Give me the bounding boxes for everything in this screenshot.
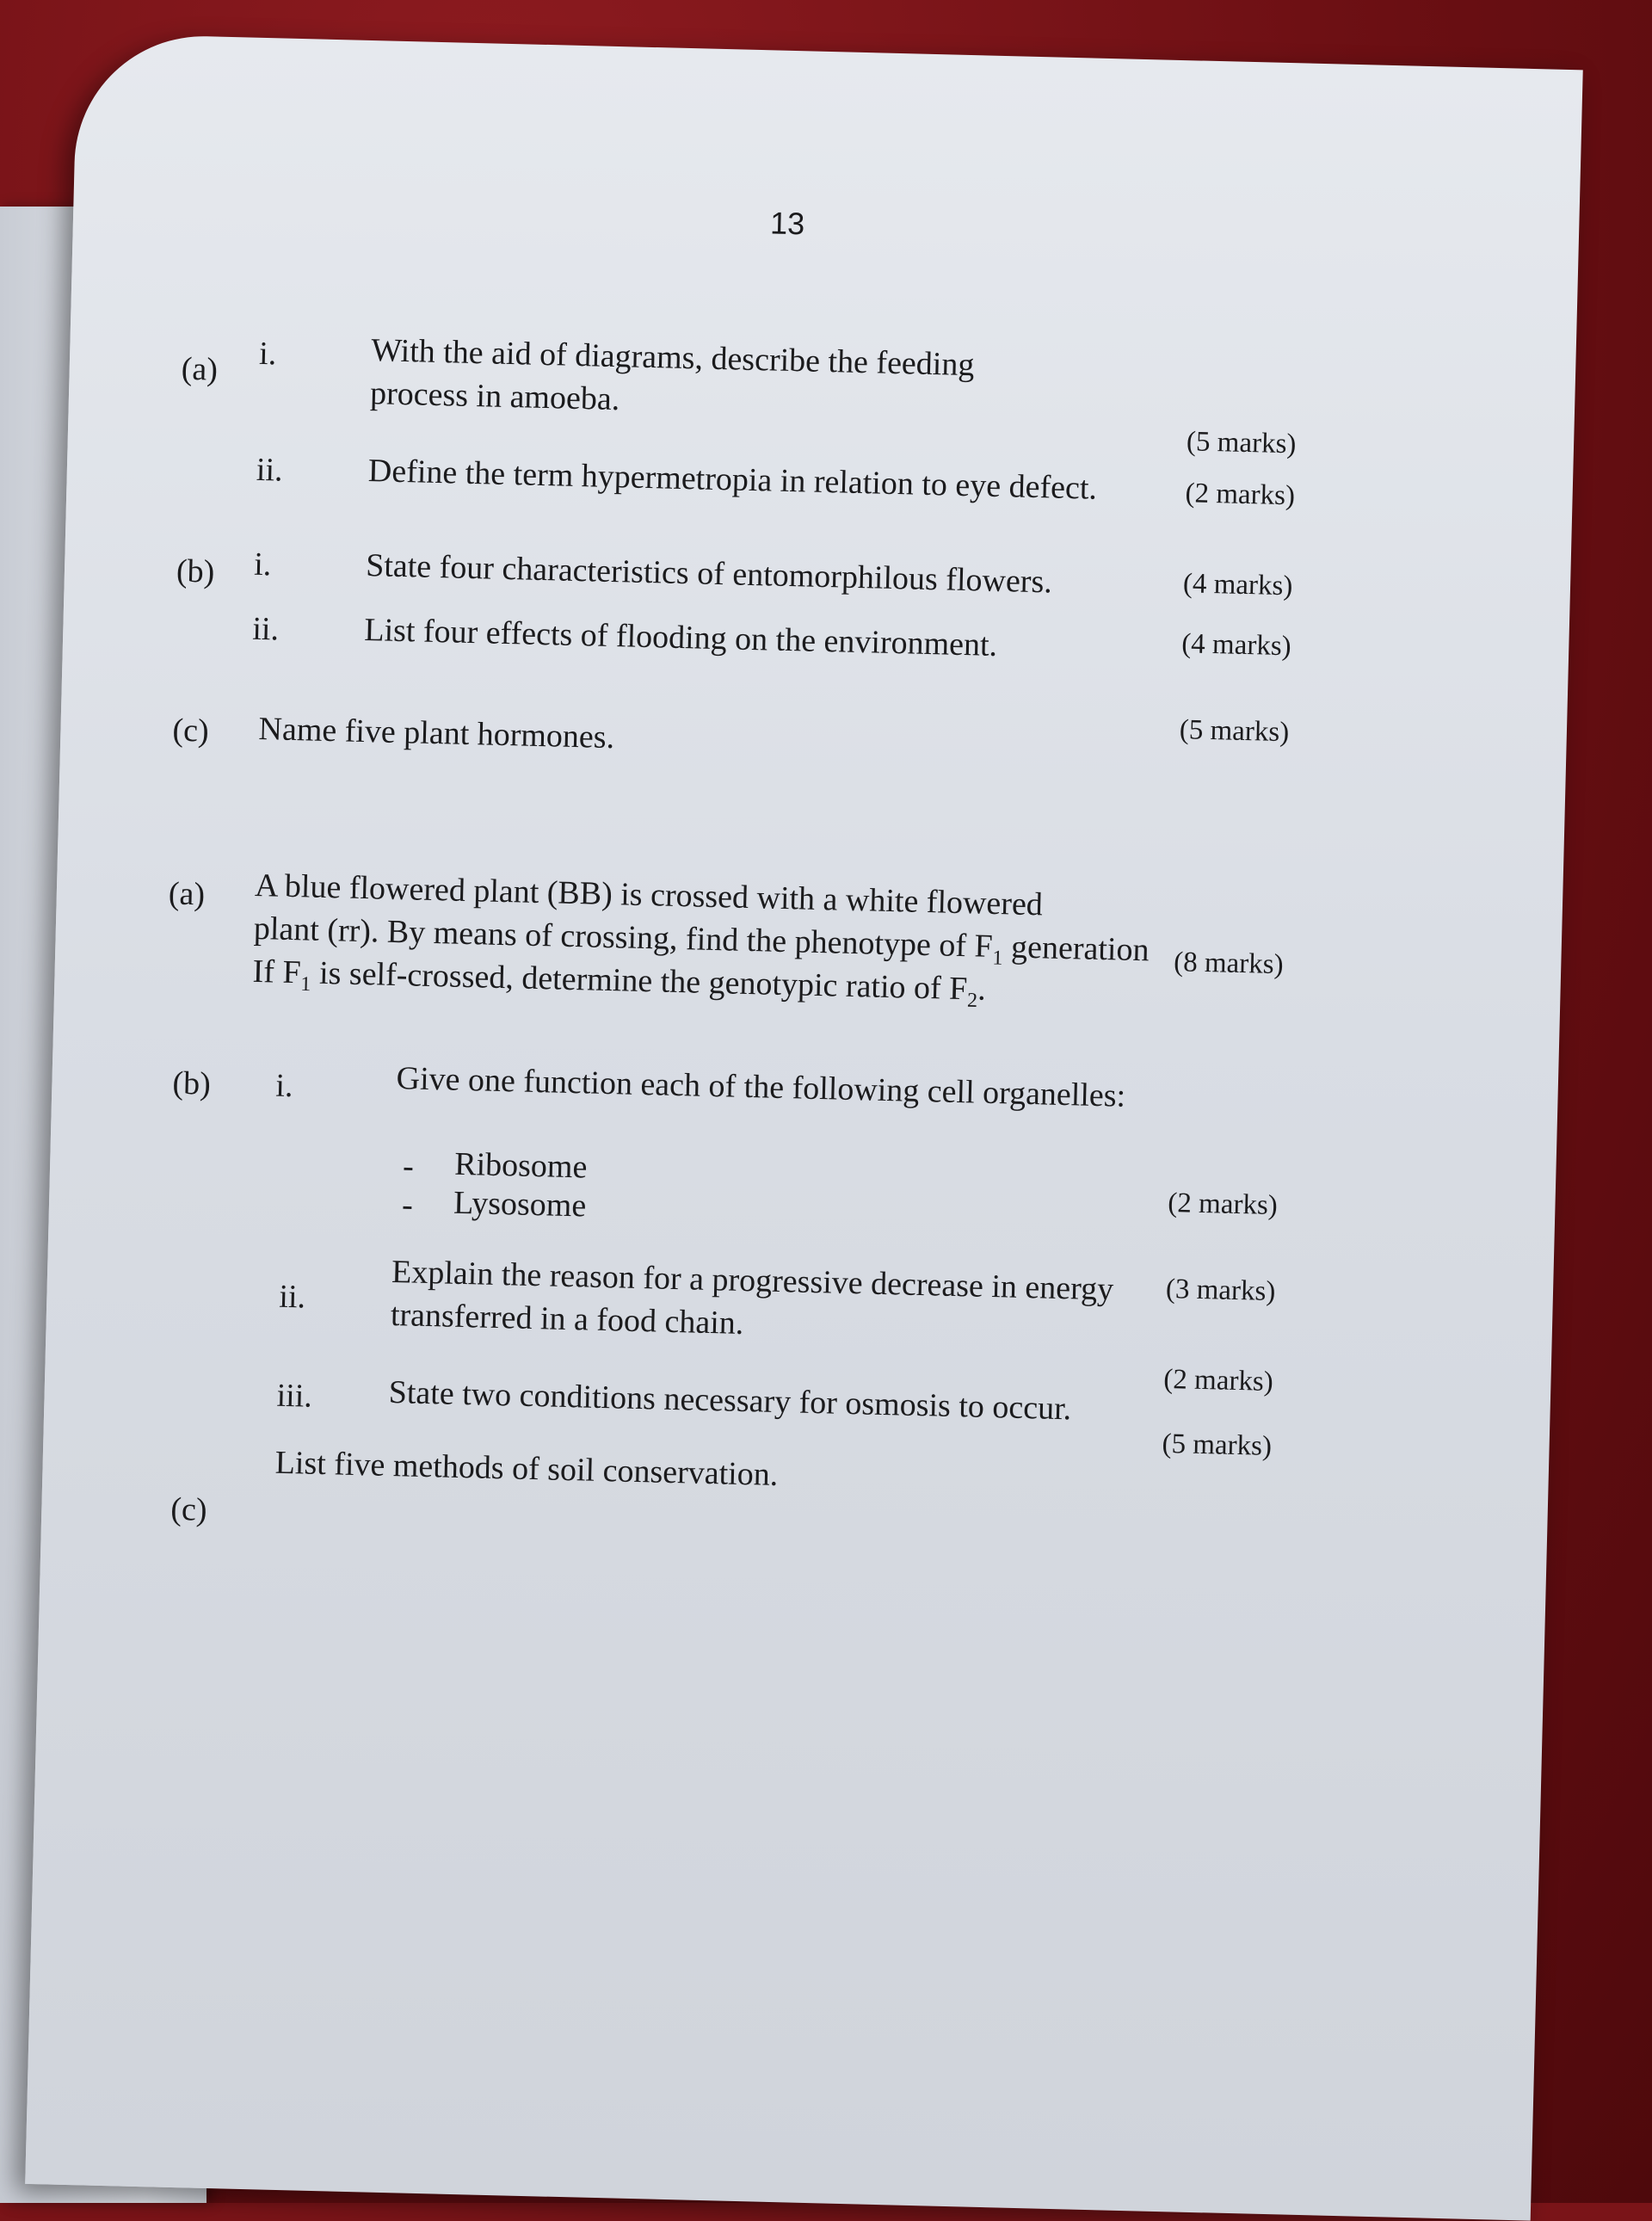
q1b-i-text: State four characteristics of entomorphilous flowers. [365, 546, 1053, 601]
q1a-ii-marks: (2 marks) [1185, 478, 1296, 512]
q1a-ii-num: ii. [256, 451, 284, 489]
q1b-ii-text: List four effects of flooding on the environment. [363, 611, 998, 663]
q2b-iii-marks: (2 marks) [1162, 1363, 1274, 1398]
q2b-iii-num: iii. [276, 1377, 313, 1415]
q2c-label: (c) [170, 1490, 208, 1528]
q1a-ii-text: Define the term hypermetropia in relation to eye defect. [367, 453, 1098, 507]
q2b-ii-num: ii. [278, 1278, 306, 1316]
q2b-i-num: i. [274, 1067, 294, 1105]
q2b-ii-marks: (3 marks) [1165, 1273, 1276, 1308]
q2b-i-marks: (2 marks) [1167, 1187, 1279, 1222]
q2b-i-item-ribosome: Ribosome [453, 1145, 588, 1186]
q2b-i-item-lysosome: Lysosome [453, 1184, 587, 1225]
q2b-label: (b) [171, 1064, 212, 1102]
q1a-i-marks: (5 marks) [1186, 426, 1297, 460]
q1a-i-num: i. [258, 335, 277, 373]
q2b-i-bullet-1: - [402, 1148, 415, 1185]
q1a-label: (a) [181, 350, 219, 388]
q2b-ii-line2: transferred in a food chain. [390, 1296, 744, 1342]
q2c-text: List five methods of soil conservation. [274, 1444, 779, 1494]
q1b-i-marks: (4 marks) [1182, 568, 1293, 602]
q1c-label: (c) [171, 712, 210, 750]
q1a-i-line2: process in amoeba. [369, 375, 620, 418]
q2a-line3: If $F_1$ is self-crossed, determine the genotypic ratio of $F_2$. [252, 953, 987, 1013]
q2a-label: (a) [168, 875, 206, 913]
q1b-i-num: i. [253, 546, 272, 583]
page-number: 13 [769, 205, 805, 242]
q1b-ii-num: ii. [251, 610, 280, 648]
q1c-text: Name five plant hormones. [258, 711, 615, 756]
q2a-line2: plant (rr). By means of crossing, find the phenotype of $F_1$ generation [253, 910, 1150, 970]
q2a-line1: A blue flowered plant (BB) is crossed with a white flowered [254, 867, 1044, 923]
q1b-ii-marks: (4 marks) [1180, 628, 1292, 663]
q1a-i-line1: With the aid of diagrams, describe the feeding [370, 332, 975, 384]
q2a-marks: (8 marks) [1173, 947, 1285, 981]
q1c-marks: (5 marks) [1179, 714, 1290, 749]
q2b-ii-line1: Explain the reason for a progressive decrease in energy [391, 1253, 1114, 1308]
q2b-i-bullet-2: - [401, 1187, 414, 1224]
q2b-iii-text: State two conditions necessary for osmosis to occur. [388, 1373, 1072, 1428]
exam-page [25, 34, 1583, 2221]
q1b-label: (b) [176, 552, 215, 590]
q2c-marks: (5 marks) [1162, 1428, 1273, 1463]
q2b-i-text: Give one function each of the following cell organelles: [396, 1060, 1126, 1114]
